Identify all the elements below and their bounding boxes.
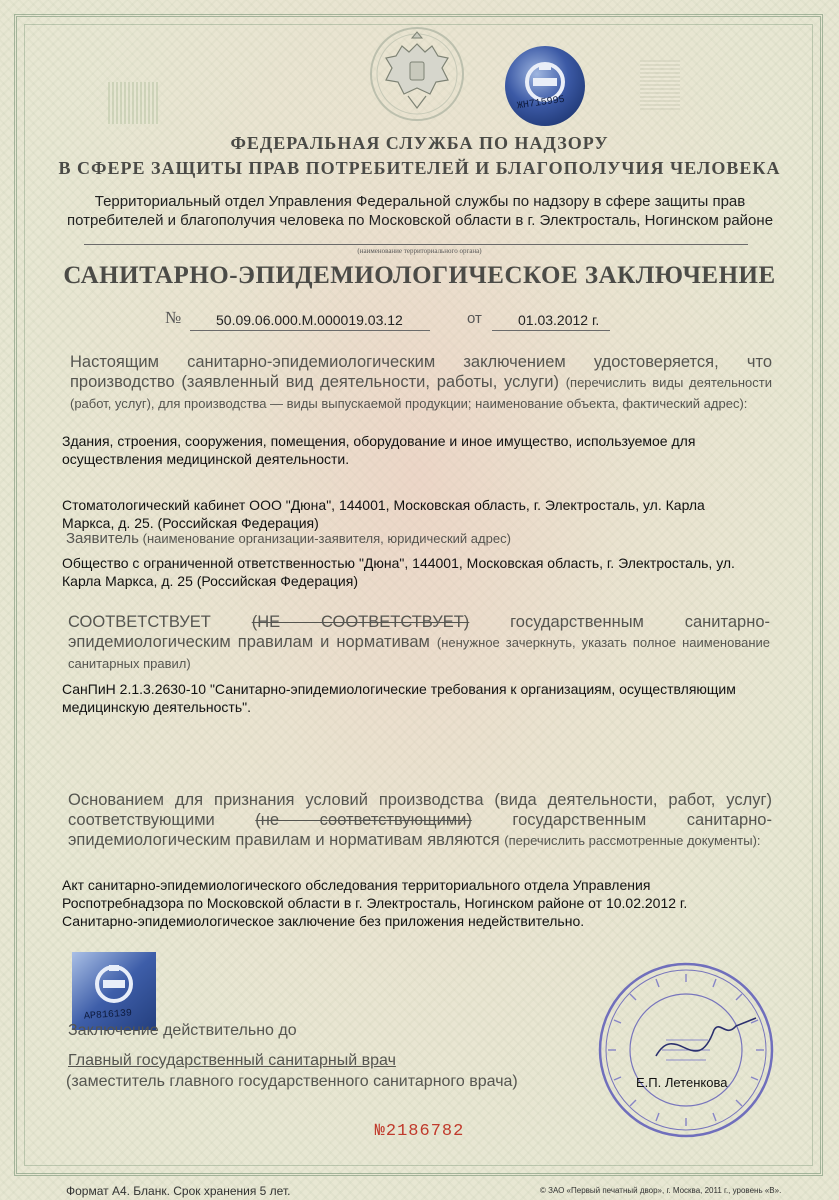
- applicant-line1: Общество с ограниченной ответственностью "Дюна", 144001, Московская область, г. Электросталь, ул.: [62, 555, 735, 571]
- territorial-rule: [84, 244, 748, 245]
- hologram-code: ЖН715995: [516, 94, 566, 113]
- object-address: [62, 496, 762, 532]
- activity-line2: осуществления медицинской деятельности.: [62, 451, 350, 467]
- act-documents: [62, 876, 772, 930]
- document-title: САНИТАРНО-ЭПИДЕМИОЛОГИЧЕСКОЕ ЗАКЛЮЧЕНИЕ: [63, 262, 776, 289]
- compliance-note: (ненужное зачеркнуть, указать полное наименование санитарных правил): [68, 635, 770, 671]
- object-line1: Стоматологический кабинет ООО "Дюна", 144001, Московская область, г. Электросталь, ул. Карла: [62, 497, 705, 513]
- chief-doctor-title: Главный государственный санитарный врач: [68, 1052, 396, 1069]
- hologram-icon: [503, 44, 587, 128]
- sanpin-reference: [62, 680, 777, 716]
- territorial-body: [60, 192, 780, 230]
- activity-line1: Здания, строения, сооружения, помещения, оборудование и иное имущество, используемое для: [62, 433, 696, 449]
- intro-main: Настоящим санитарно-эпидемиологическим заключением удостоверяется, что производство (заявленный вид деятельности, работы, услуги): [70, 353, 772, 391]
- security-strip: [108, 82, 158, 124]
- applicant-label-row: [66, 530, 766, 547]
- act-line2: Роспотребнадзора по Московской области в г. Электросталь, Ногинском районе от 10.02.2012 г.: [62, 895, 688, 911]
- validity-label: Заключение действительно до: [68, 1022, 297, 1039]
- sanpin-line2: медицинскую деятельность".: [62, 699, 251, 715]
- number-underline: [190, 330, 430, 331]
- applicant-details: [62, 554, 762, 590]
- number-sign: №: [165, 308, 182, 327]
- security-strip: [640, 60, 680, 110]
- official-stamp: [596, 960, 776, 1140]
- act-line3: Санитарно-эпидемиологическое заключение без приложения недействительно.: [62, 913, 585, 929]
- object-line2: Маркса, д. 25. (Российская Федерация): [62, 515, 319, 531]
- applicant-label-note: (наименование организации-заявителя, юридический адрес): [139, 531, 511, 546]
- territorial-caption: (наименование территориального органа): [357, 247, 482, 255]
- compliance-rest: государственным санитарно-эпидемиологическим правилам и нормативам: [68, 613, 770, 651]
- intro-note: (перечислить виды деятельности (работ, услуг), для производства — виды выпускаемой продукции; наименование объекта, фактический адрес):: [70, 375, 772, 411]
- basis-note: (перечислить рассмотренные документы):: [504, 833, 761, 848]
- basis-part2: государственным санитарно-эпидемиологическим правилам и нормативам являются: [68, 811, 772, 849]
- applicant-label: Заявитель: [66, 530, 139, 547]
- hologram-sticker: [503, 44, 587, 128]
- certificate-number: 50.09.06.000.М.000019.03.12: [216, 312, 403, 328]
- blank-serial-number: №2186782: [374, 1122, 465, 1141]
- complies-word: СООТВЕТСТВУЕТ: [68, 613, 252, 631]
- signer-name: Е.П. Летенкова: [636, 1075, 728, 1090]
- footer-printer-note: © ЗАО «Первый печатный двор», г. Москва, 2011 г., уровень «В».: [540, 1186, 782, 1195]
- agency-name-line2: В СФЕРЕ ЗАЩИТЫ ПРАВ ПОТРЕБИТЕЛЕЙ И БЛАГОПОЛУЧИЯ ЧЕЛОВЕКА: [58, 158, 781, 178]
- basis-paragraph: [68, 790, 772, 851]
- date-underline: [492, 330, 610, 331]
- territorial-line2: потребителей и благополучия человека по Московской области в г. Электросталь, Ногинском районе: [66, 212, 774, 229]
- basis-struck: (не соответствующими): [255, 811, 472, 829]
- compliance-paragraph: [68, 612, 770, 674]
- hologram-code: АР816139: [83, 1008, 133, 1023]
- intro-paragraph: [70, 352, 772, 414]
- footer-format-note: Формат А4. Бланк. Срок хранения 5 лет.: [66, 1184, 291, 1198]
- territorial-line1: Территориальный отдел Управления Федеральной службы по надзору в сфере защиты прав: [94, 193, 746, 210]
- sanpin-line1: СанПиН 2.1.3.2630-10 "Санитарно-эпидемиологические требования к организациям, осуществляющим: [62, 681, 736, 697]
- activity-description: [62, 432, 762, 468]
- date-from-label: от: [467, 310, 482, 327]
- coat-of-arms-icon: [362, 22, 472, 122]
- act-line1: Акт санитарно-эпидемиологического обследования территориального отдела Управления: [62, 877, 651, 893]
- basis-part1: Основанием для признания условий производства (вида деятельности, работ, услуг) соответствующими: [68, 791, 772, 829]
- agency-name-line1: ФЕДЕРАЛЬНАЯ СЛУЖБА ПО НАДЗОРУ: [230, 133, 609, 153]
- certificate-date: 01.03.2012 г.: [518, 312, 600, 328]
- applicant-line2: Карла Маркса, д. 25 (Российская Федерация): [62, 573, 358, 589]
- hologram-sticker: [70, 950, 158, 1032]
- deputy-title: (заместитель главного государственного санитарного врача): [66, 1073, 518, 1090]
- not-complies-struck: (НЕ СООТВЕТСТВУЕТ): [251, 613, 470, 631]
